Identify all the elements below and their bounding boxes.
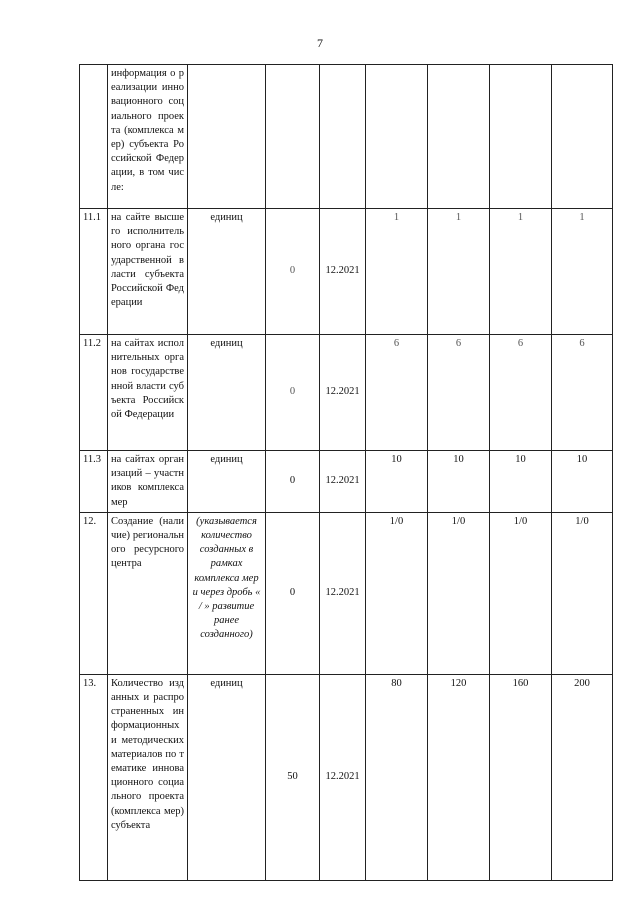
base-date: 12.2021 <box>320 512 366 674</box>
base-date: 12.2021 <box>320 335 366 451</box>
table-row <box>80 451 613 513</box>
row-number: 13. <box>80 674 108 880</box>
row-number: 12. <box>80 512 108 674</box>
value-year-4: 10 <box>552 451 613 513</box>
unit-of-measure: единиц <box>188 335 266 451</box>
base-value: 0 <box>266 451 320 513</box>
table-row <box>80 65 613 209</box>
table-row <box>80 512 613 674</box>
indicator-name: Создание (наличие) регионального ресурсного центра <box>108 512 188 674</box>
table-row <box>80 674 613 880</box>
value-year-2: 1 <box>428 209 490 335</box>
value-year-2: 10 <box>428 451 490 513</box>
value-year-2: 6 <box>428 335 490 451</box>
row-number: 11.3 <box>80 451 108 513</box>
indicator-name: Количество изданных и распространенных информационных и методических материалов по тематике инновационного социального проекта (комплекса мер) субъекта <box>108 674 188 880</box>
value-year-3: 10 <box>490 451 552 513</box>
base-value: 0 <box>266 209 320 335</box>
value-year-3: 160 <box>490 674 552 880</box>
base-value: 0 <box>266 335 320 451</box>
value-year-4 <box>552 65 613 209</box>
value-year-1: 80 <box>366 674 428 880</box>
table-row <box>80 209 613 335</box>
value-year-2: 120 <box>428 674 490 880</box>
value-year-4: 6 <box>552 335 613 451</box>
value-year-1: 1 <box>366 209 428 335</box>
value-year-4: 200 <box>552 674 613 880</box>
unit-of-measure: (указывается количество созданных в рамках комплекса мер и через дробь « / » развитие ранее созданного) <box>188 512 266 674</box>
base-value: 50 <box>266 674 320 880</box>
value-year-3 <box>490 65 552 209</box>
base-date: 12.2021 <box>320 209 366 335</box>
value-year-4: 1/0 <box>552 512 613 674</box>
value-year-4: 1 <box>552 209 613 335</box>
indicator-name: на сайте высшего исполнительного органа государственной власти субъекта Российской Федерации <box>108 209 188 335</box>
indicator-name: на сайтах организаций – участников комплекса мер <box>108 451 188 513</box>
indicator-name: информация о реализации инновационного социального проекта (комплекса мер) субъекта Российской Федерации, в том числе: <box>108 65 188 209</box>
table-row <box>80 335 613 451</box>
value-year-1 <box>366 65 428 209</box>
value-year-2: 1/0 <box>428 512 490 674</box>
base-date: 12.2021 <box>320 674 366 880</box>
indicator-name: на сайтах исполнительных органов государственной власти субъекта Российской Федерации <box>108 335 188 451</box>
value-year-2 <box>428 65 490 209</box>
unit-of-measure: единиц <box>188 674 266 880</box>
unit-of-measure: единиц <box>188 451 266 513</box>
base-date <box>320 65 366 209</box>
page-number: 7 <box>317 36 323 50</box>
unit-of-measure <box>188 65 266 209</box>
indicators-table <box>79 64 613 881</box>
row-number <box>80 65 108 209</box>
row-number: 11.1 <box>80 209 108 335</box>
value-year-3: 1 <box>490 209 552 335</box>
base-value: 0 <box>266 512 320 674</box>
value-year-3: 6 <box>490 335 552 451</box>
base-date: 12.2021 <box>320 451 366 513</box>
value-year-1: 6 <box>366 335 428 451</box>
value-year-3: 1/0 <box>490 512 552 674</box>
value-year-1: 10 <box>366 451 428 513</box>
base-value <box>266 65 320 209</box>
value-year-1: 1/0 <box>366 512 428 674</box>
unit-of-measure: единиц <box>188 209 266 335</box>
row-number: 11.2 <box>80 335 108 451</box>
